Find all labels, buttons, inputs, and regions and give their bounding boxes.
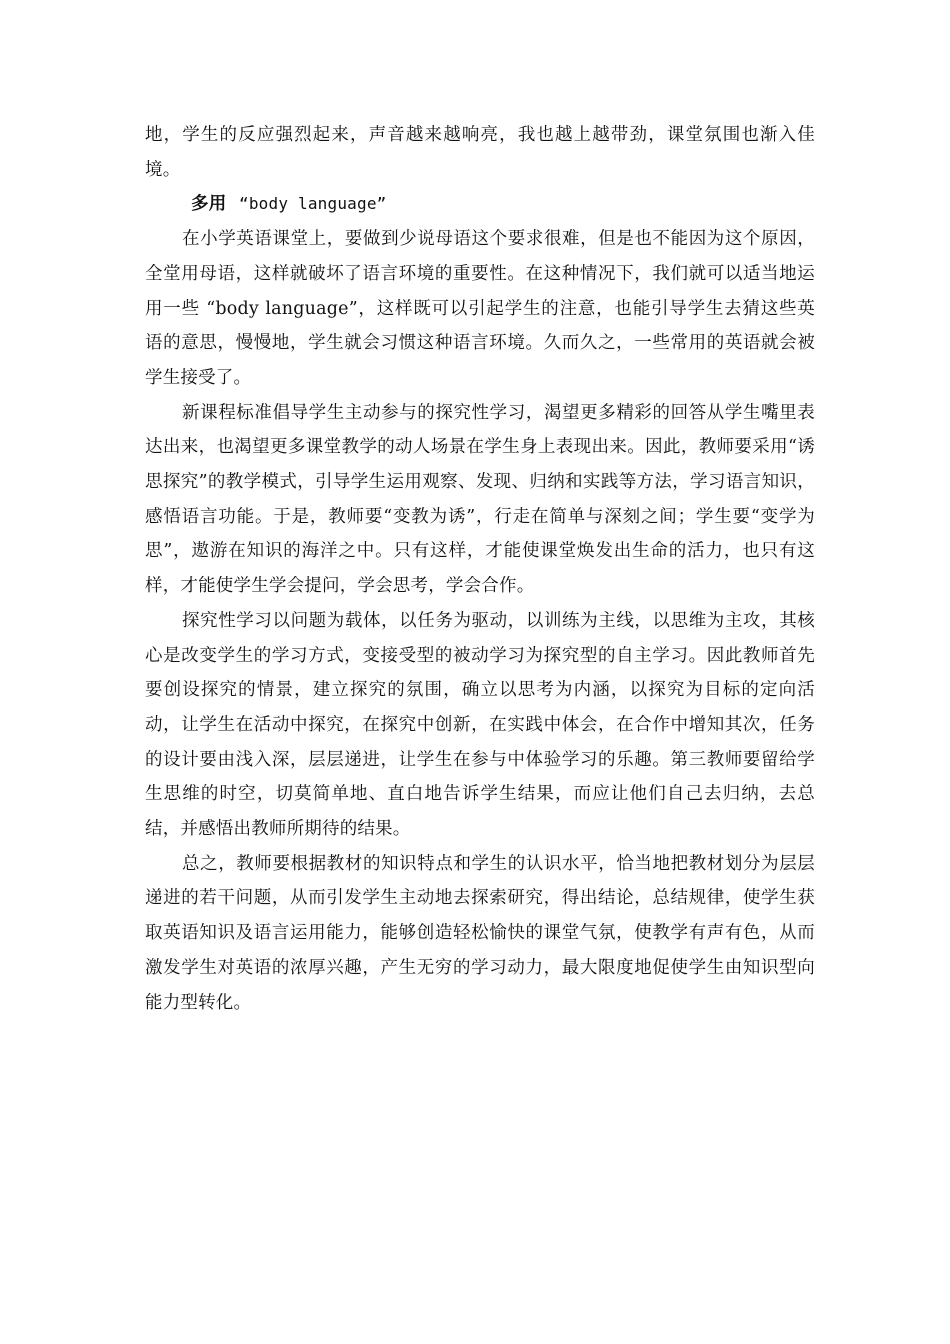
continuation-paragraph: 地，学生的反应强烈起来，声音越来越响亮，我也越上越带劲，课堂氛围也渐入佳境。 <box>145 125 815 180</box>
document-body <box>145 118 815 1020</box>
body-paragraph-4: 总之，教师要根据教材的知识特点和学生的认识水平，恰当地把教材划分为层层递进的若干问题，从而引发学生主动地去探索研究，得出结论，总结规律，使学生获取英语知识及语言运用能力，能够创造轻松愉快的课堂气氛，使教学有声有色，从而激发学生对英语的浓厚兴趣，产生无穷的学习动力，最大限度地促使学生由知识型向能力型转化。 <box>145 853 815 1013</box>
section-heading-en: “body language” <box>239 194 387 214</box>
body-paragraph-1: 在小学英语课堂上，要做到少说母语这个要求很难，但是也不能因为这个原因，全堂用母语，这样就破坏了语言环境的重要性。在这种情况下，我们就可以适当地运用一些 “body language”，这样既可以引起学生的注意，也能引导学生去猜这些英语的意思，慢慢地，学生就会习惯这种语言环境。久而久之，一些常用的英语就会被学生接受了。 <box>145 229 815 388</box>
body-paragraph-2: 新课程标准倡导学生主动参与的探究性学习，渴望更多精彩的回答从学生嘴里表达出来，也渴望更多课堂教学的动人场景在学生身上表现出来。因此，教师要采用“诱思探究”的教学模式，引导学生运用观察、发现、归纳和实践等方法，学习语言知识，感悟语言功能。于是，教师要“变教为诱”，行走在简单与深刻之间；学生要“变学为思”，遨游在知识的海洋之中。只有这样，才能使课堂焕发出生命的活力，也只有这样，才能使学生学会提问，学会思考，学会合作。 <box>145 402 815 597</box>
body-paragraph-3: 探究性学习以问题为载体，以任务为驱动，以训练为主线，以思维为主攻，其核心是改变学生的学习方式，变接受型的被动学习为探究型的自主学习。因此教师首先要创设探究的情景，建立探究的氛围，确立以思考为内涵，以探究为目标的定向活动，让学生在活动中探究，在探究中创新，在实践中体会，在合作中增知其次，任务的设计要由浅入深，层层递进，让学生在参与中体验学习的乐趣。第三教师要留给学生思维的时空，切莫简单地、直白地告诉学生结果，而应让他们自己去归纳，去总结，并感悟出教师所期待的结果。 <box>145 610 815 840</box>
section-heading-zh: 多用 <box>191 194 227 215</box>
section-heading <box>145 187 815 222</box>
